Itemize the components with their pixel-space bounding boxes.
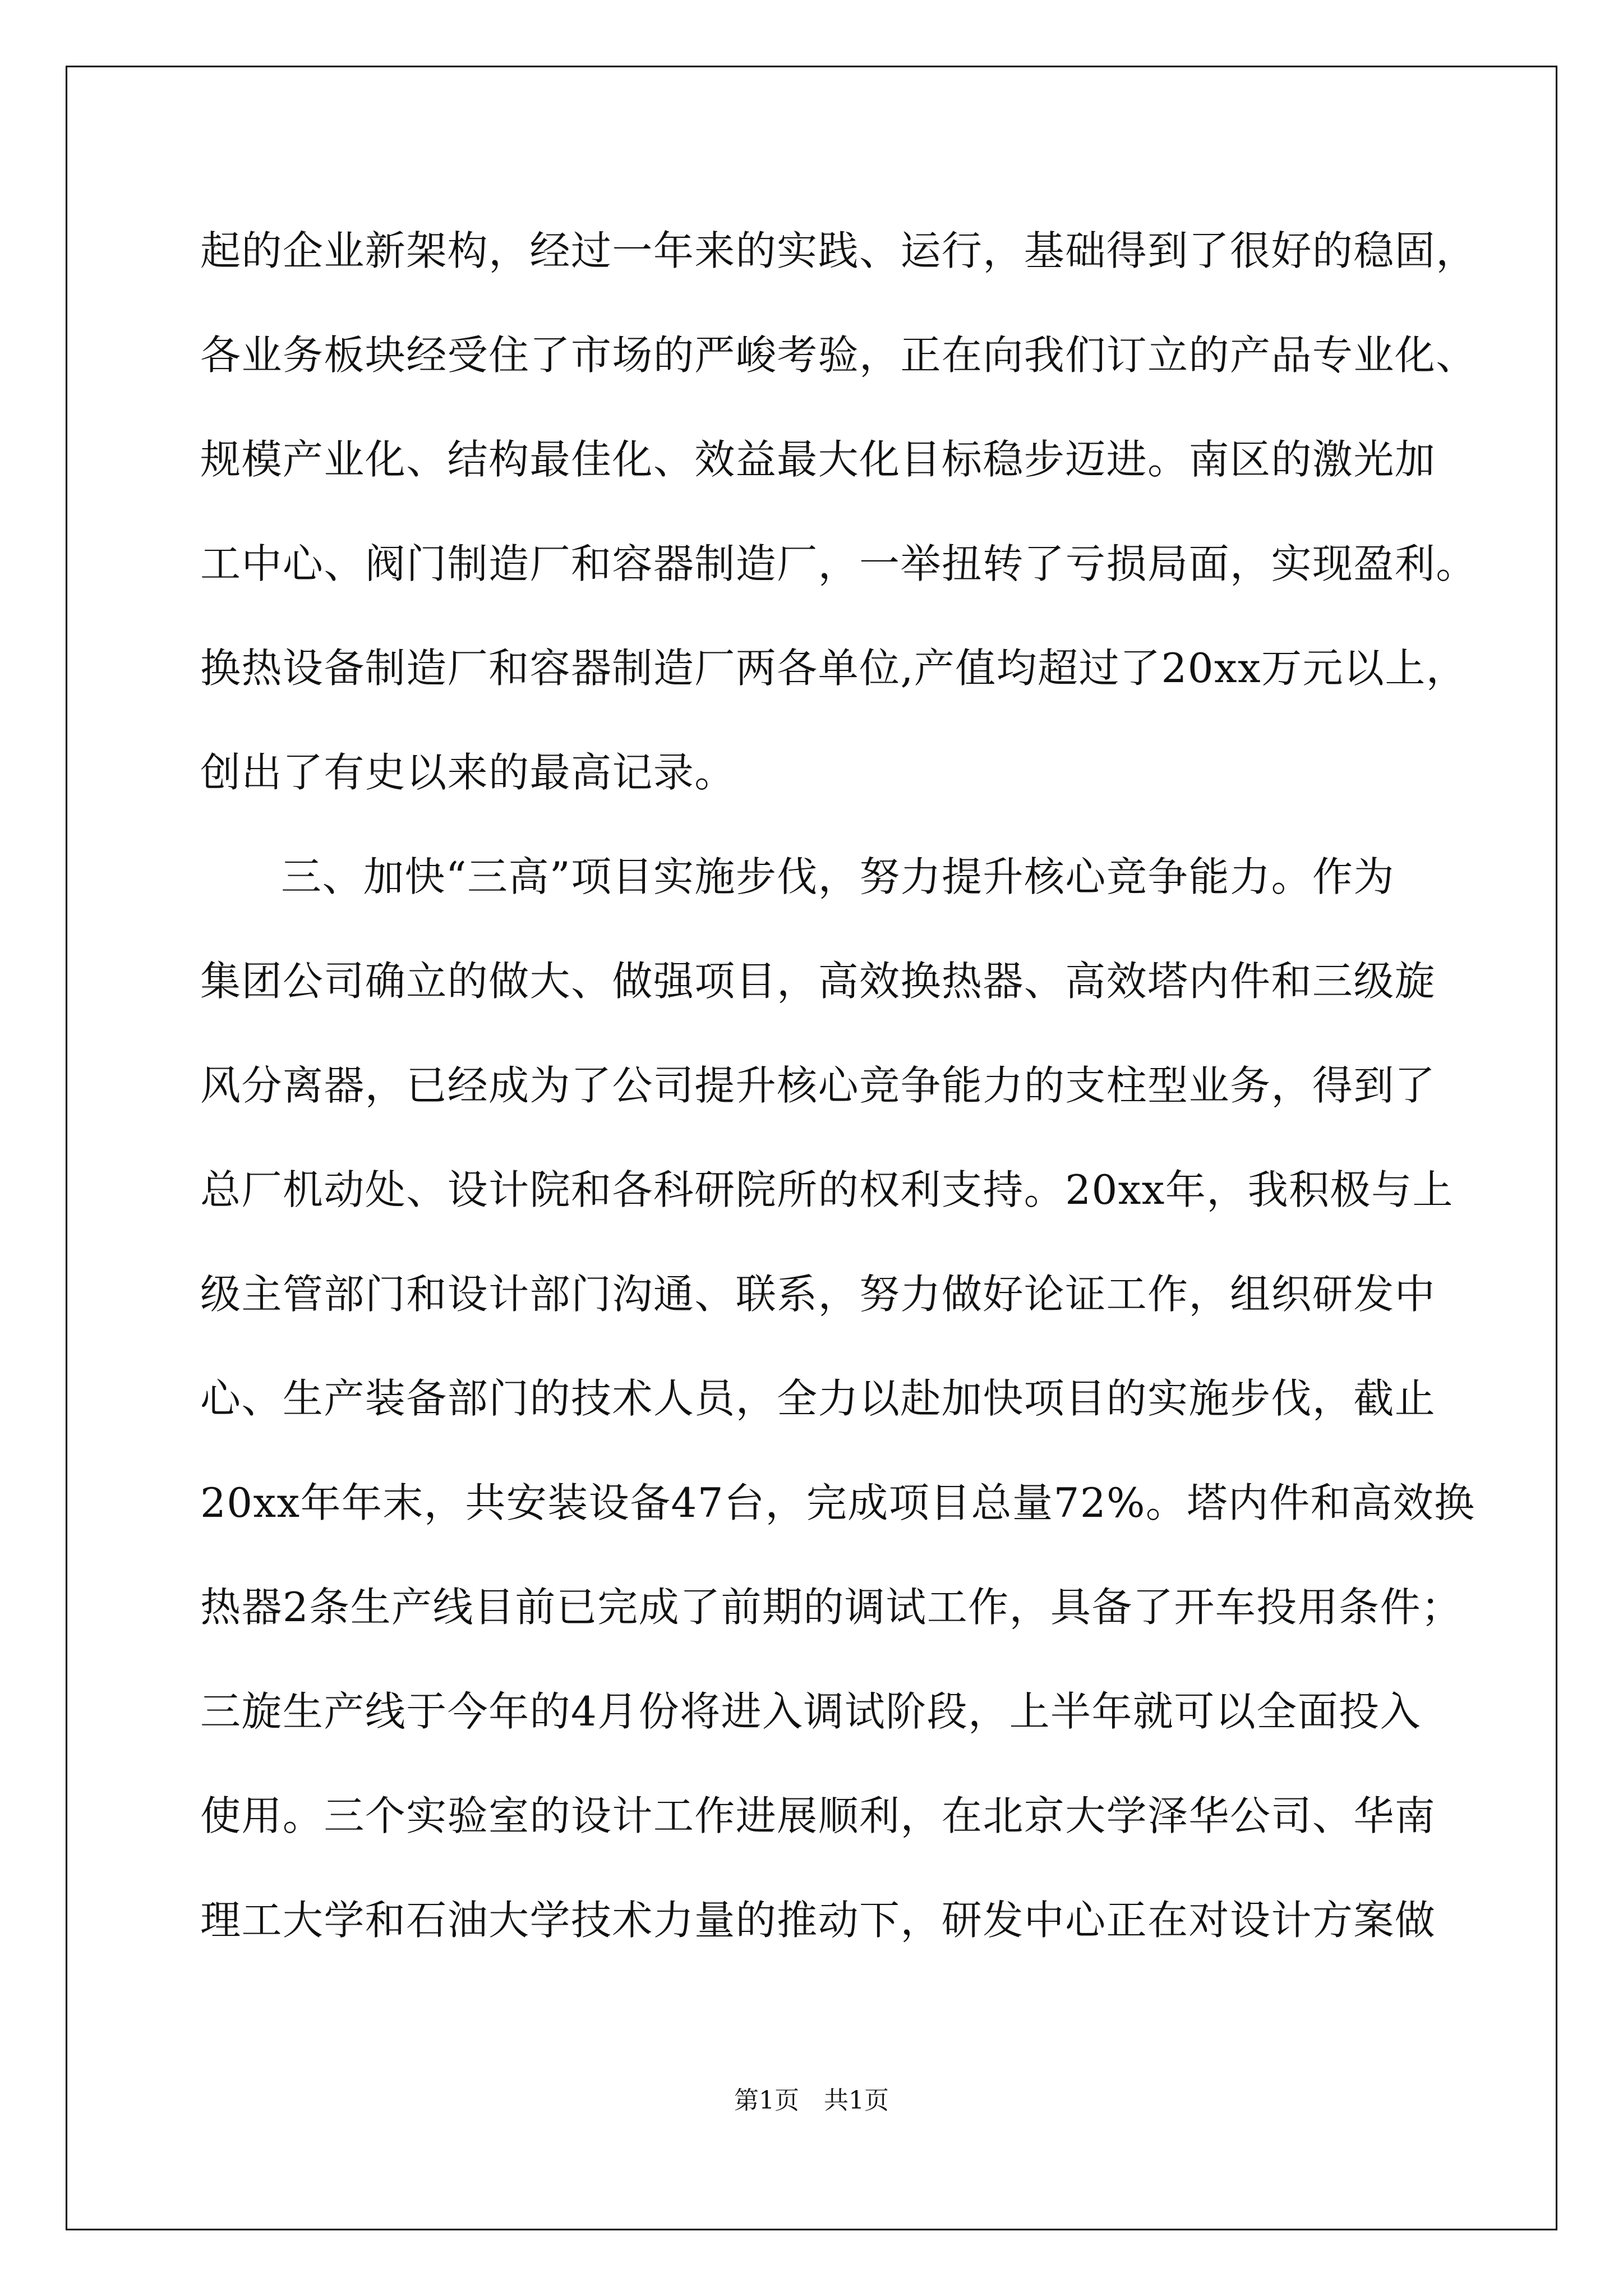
text-line: 集团公司确立的做大、做强项目，高效换热器、高效塔内件和三级旋	[200, 958, 1436, 1005]
text-line: 三旋生产线于今年的4月份将进入调试阶段，上半年就可以全面投入	[200, 1688, 1422, 1735]
text-line: 热器2条生产线目前已完成了前期的调试工作，具备了开车投用条件；	[200, 1584, 1463, 1631]
text-line: 理工大学和石油大学技术力量的推动下，研发中心正在对设计方案做	[200, 1897, 1436, 1944]
text-line: 心、生产装备部门的技术人员，全力以赴加快项目的实施步伐，截止	[200, 1375, 1436, 1422]
text-line: 规模产业化、结构最佳化、效益最大化目标稳步迈进。南区的激光加	[200, 436, 1436, 483]
text-line: 20xx年年末，共安装设备47台，完成项目总量72%。塔内件和高效换	[200, 1479, 1476, 1526]
page-footer	[0, 2084, 1623, 2118]
text-line: 工中心、阀门制造厂和容器制造厂，一举扭转了亏损局面，实现盈利。	[200, 540, 1477, 587]
page-total: 共1页	[824, 2086, 889, 2115]
text-line: 三、加快“三高”项目实施步伐，努力提升核心竞争能力。作为	[281, 853, 1395, 900]
text-line: 各业务板块经受住了市场的严峻考验，正在向我们订立的产品专业化、	[200, 332, 1477, 379]
text-line: 总厂机动处、设计院和各科研院所的权利支持。20xx年，我积极与上	[200, 1166, 1454, 1213]
page-number: 第1页	[734, 2086, 799, 2115]
text-line: 级主管部门和设计部门沟通、联系，努力做好论证工作，组织研发中	[200, 1271, 1436, 1318]
document-body	[200, 199, 1477, 1972]
text-line: 使用。三个实验室的设计工作进展顺利，在北京大学泽华公司、华南	[200, 1792, 1436, 1839]
text-line: 起的企业新架构，经过一年来的实践、运行，基础得到了很好的稳固，	[200, 227, 1477, 274]
text-line: 风分离器，已经成为了公司提升核心竞争能力的支柱型业务，得到了	[200, 1062, 1436, 1109]
paragraph-1	[200, 199, 1477, 825]
paragraph-2	[200, 825, 1476, 1972]
text-line: 换热设备制造厂和容器制造厂两各单位,产值均超过了20xx万元以上，	[200, 645, 1468, 692]
text-line: 创出了有史以来的最高记录。	[200, 749, 736, 796]
